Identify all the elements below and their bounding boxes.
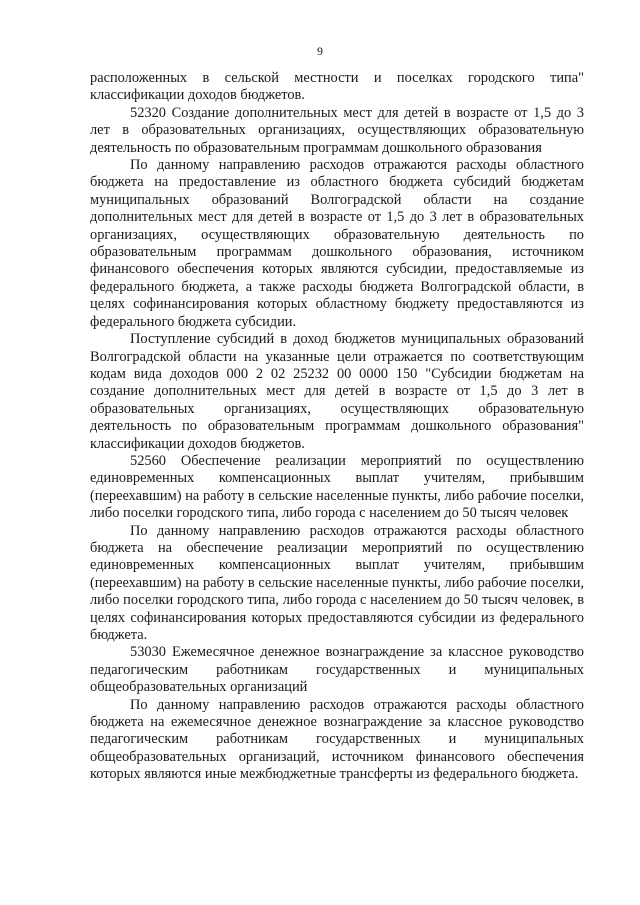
section-heading-52560: 52560 Обеспечение реализации мероприятий по осуществлению единовременных компенсационных выплат учителям, прибывшим (переехавшим) на работу в сельские населенные пункты, либо рабочие поселки, либо поселки городского типа, либо города с населением до 50 тысяч человек [90, 452, 584, 522]
section-heading-52320: 52320 Создание дополнительных мест для детей в возрасте от 1,5 до 3 лет в образовательных организациях, осуществляющих образовательную деятельность по образовательным программам дошкольного образования [90, 104, 584, 156]
paragraph-52560-expenses: По данному направлению расходов отражаются расходы областного бюджета на обеспечение реализации мероприятий по осуществлению единовременных компенсационных выплат учителям, прибывшим (переехавшим) на работу в сельские населенные пункты, либо рабочие поселки, либо поселки городского типа, либо города с населением до 50 тысяч человек, в целях софинансирования которых предоставляются субсидии из федерального бюджета. [90, 522, 584, 643]
page-number: 9 [317, 44, 323, 58]
document-body [90, 70, 584, 784]
paragraph-52320-expenses: По данному направлению расходов отражаются расходы областного бюджета на предоставление из областного бюджета субсидий бюджетам муниципальных образований Волгоградской области на создание дополнительных мест для детей в возрасте от 1,5 до 3 лет в образовательных организациях, осуществляющих образовательную деятельность по образовательным программам дошкольного образования, источником финансового обеспечения которых являются субсидии, предоставляемые из федерального бюджета, а также расходы бюджета Волгоградской области, в целях софинансирования которых областному бюджету предоставляются из федерального бюджета субсидии. [90, 157, 584, 330]
paragraph-53030-expenses: По данному направлению расходов отражаются расходы областного бюджета на ежемесячное денежное вознаграждение за классное руководство педагогическим работникам государственных и муниципальных общеобразовательных организаций, источником финансового обеспечения которых являются иные межбюджетные трансферты из федерального бюджета. [90, 696, 584, 783]
section-heading-53030: 53030 Ежемесячное денежное вознаграждение за классное руководство педагогическим работникам государственных и муниципальных общеобразовательных организаций [90, 644, 584, 696]
paragraph-continuation: расположенных в сельской местности и поселках городского типа" классификации доходов бюджетов. [90, 70, 584, 104]
paragraph-52320-revenues: Поступление субсидий в доход бюджетов муниципальных образований Волгоградской области на указанные цели отражается по соответствующим кодам вида доходов 000 2 02 25232 00 0000 150 "Субсидии бюджетам на создание дополнительных мест для детей в возрасте от 1,5 до 3 лет в образовательных организациях, осуществляющих образовательную деятельность по образовательным программам дошкольного образования" классификации доходов бюджетов. [90, 331, 584, 452]
